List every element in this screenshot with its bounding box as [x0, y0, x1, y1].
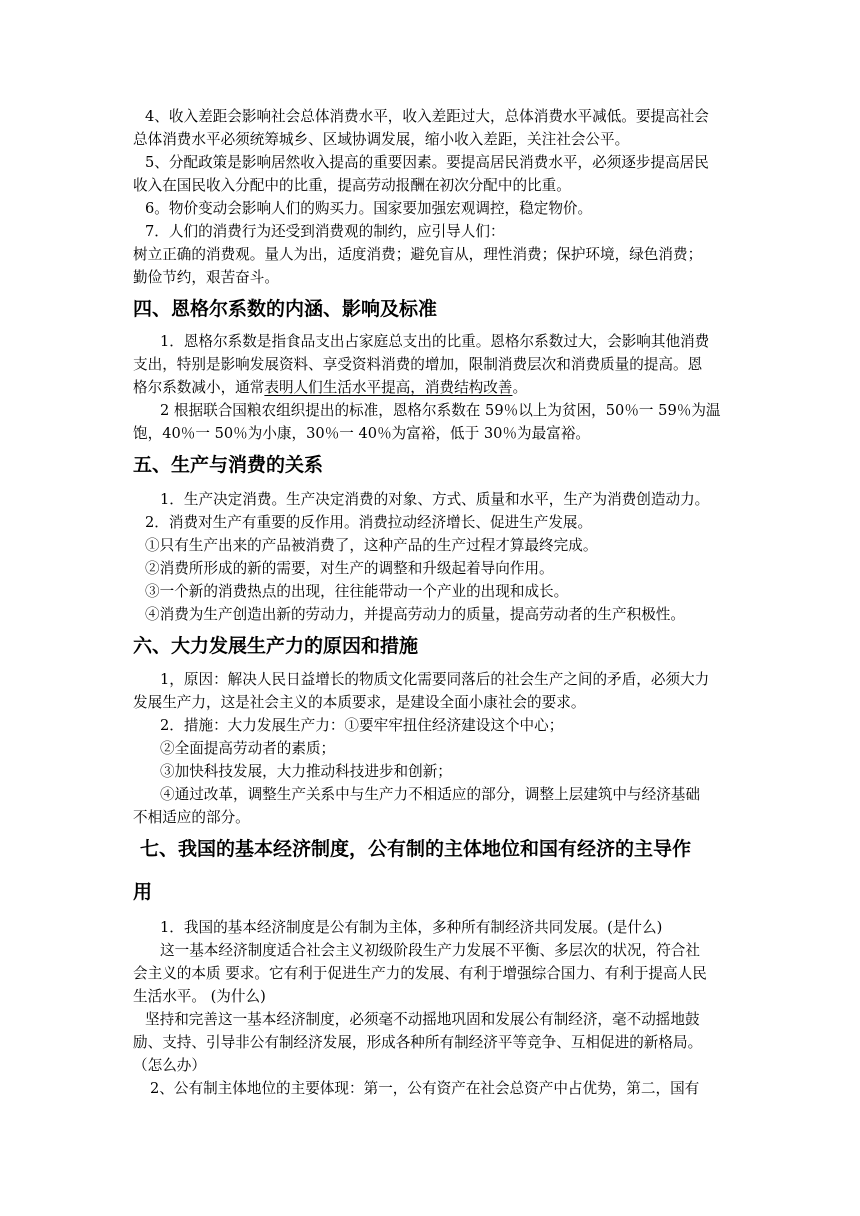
section-6-measure-4-line-1: ④通过改革，调整生产关系中与生产力不相适应的部分，调整上层建筑中与经济基础 — [160, 786, 700, 803]
section-5-item-2: 2．消费对生产有重要的反作用。消费拉动经济增长、促进生产发展。 — [145, 514, 593, 531]
section-5-point-1: ①只有生产出来的产品被消费了，这种产品的生产过程才算最终完成。 — [145, 537, 598, 554]
section-7-how-line-2: 励、支持、引导非公有制经济发展，形成各种所有制经济平等竞争、互相促进的新格局。 — [133, 1034, 703, 1051]
section-4-item-2-line-2: 饱，40％一 50％为小康，30％一 40％为富裕，低于 30％为最富裕。 — [133, 425, 591, 442]
section-4-item-2-line-1: 2 根据联合国粮农组织提出的标准，恩格尔系数在 59％以上为贫困，50％一 59％为温 — [160, 402, 721, 419]
section-heading-7-line-1: 七、我国的基本经济制度，公有制的主体地位和国有经济的主导作 — [140, 838, 692, 860]
section-6-item-2: 2．措施：大力发展生产力：①要牢牢扭住经济建设这个中心； — [160, 717, 564, 734]
paragraph-7-line-2: 树立正确的消费观。量人为出，适度消费；避免盲从，理性消费；保护环境，绿色消费； — [133, 246, 703, 263]
section-7-how-line-3: （怎么办） — [133, 1057, 206, 1074]
section-7-how-line-1: 坚持和完善这一基本经济制度，必须毫不动摇地巩固和发展公有制经济，毫不动摇地鼓 — [145, 1011, 700, 1028]
sentence-end: 。 — [512, 379, 528, 396]
section-heading-4: 四、恩格尔系数的内涵、影响及标准 — [133, 298, 438, 320]
section-4-item-1-text: 格尔系数减小，通常 — [133, 379, 265, 396]
section-7-why-line-2: 会主义的本质 要求。它有利于促进生产力的发展、有利于增强综合国力、有利于提高人民 — [133, 965, 707, 982]
section-7-why-line-3: 生活水平。 (为什么) — [133, 988, 266, 1005]
paragraph-6: 6。物价变动会影响人们的购买力。国家要加强宏观调控，稳定物价。 — [145, 200, 593, 217]
paragraph-5-line-1: 5、分配政策是影响居然收入提高的重要因素。要提高居民消费水平，必须逐步提高居民 — [145, 154, 709, 171]
section-6-measure-4-line-2: 不相适应的部分。 — [133, 809, 250, 826]
section-5-point-3: ③一个新的消费热点的出现，往往能带动一个产业的出现和成长。 — [145, 583, 569, 600]
section-7-item-2: 2、公有制主体地位的主要体现：第一，公有资产在社会总资产中占优势，第二，国有 — [150, 1080, 700, 1097]
section-6-measure-2: ②全面提高劳动者的素质； — [160, 740, 336, 757]
underlined-phrase: 表明人们生活水平提高，消费结构改善 — [264, 379, 513, 396]
section-6-item-1-line-2: 发展生产力，这是社会主义的本质要求，是建设全面小康社会的要求。 — [133, 694, 586, 711]
section-6-measure-3: ③加快科技发展，大力推动科技进步和创新； — [160, 763, 452, 780]
section-6-item-1-line-1: 1，原因：解决人民日益增长的物质文化需要同落后的社会生产之间的矛盾，必须大力 — [160, 671, 710, 688]
section-heading-6: 六、大力发展生产力的原因和措施 — [133, 635, 419, 657]
paragraph-7-line-1: 7．人们的消费行为还受到消费观的制约，应引导人们： — [145, 223, 505, 240]
section-5-point-2: ②消费所形成的新的需要，对生产的调整和升级起着导向作用。 — [145, 560, 554, 577]
section-4-item-1-line-1: 1．恩格尔系数是指食品支出占家庭总支出的比重。恩格尔系数过大，会影响其他消费 — [160, 333, 710, 350]
section-7-why-line-1: 这一基本经济制度适合社会主义初级阶段生产力发展不平衡、多层次的状况，符合社 — [160, 942, 700, 959]
paragraph-4-line-2: 总体消费水平必须统筹城乡、区域协调发展，缩小收入差距，关注社会公平。 — [133, 131, 630, 148]
section-heading-5: 五、生产与消费的关系 — [133, 454, 324, 476]
section-7-item-1: 1．我国的基本经济制度是公有制为主体，多种所有制经济共同发展。(是什么) — [160, 919, 663, 936]
section-heading-7-line-2: 用 — [133, 881, 153, 903]
section-5-point-4: ④消费为生产创造出新的劳动力，并提高劳动力的质量，提高劳动者的生产积极性。 — [145, 606, 685, 623]
section-5-item-1: 1．生产决定消费。生产决定消费的对象、方式、质量和水平，生产为消费创造动力。 — [160, 491, 710, 508]
section-4-item-1-line-2: 支出，特别是影响发展资料、享受资料消费的增加，限制消费层次和消费质量的提高。恩 — [133, 356, 703, 373]
paragraph-5-line-2: 收入在国民收入分配中的比重，提高劳动报酬在初次分配中的比重。 — [133, 177, 571, 194]
section-4-item-1-line-3 — [133, 378, 527, 398]
paragraph-7-line-3: 勤俭节约，艰苦奋斗。 — [133, 269, 279, 286]
paragraph-4-line-1: 4、收入差距会影响社会总体消费水平，收入差距过大，总体消费水平减低。要提高社会 — [145, 108, 709, 125]
